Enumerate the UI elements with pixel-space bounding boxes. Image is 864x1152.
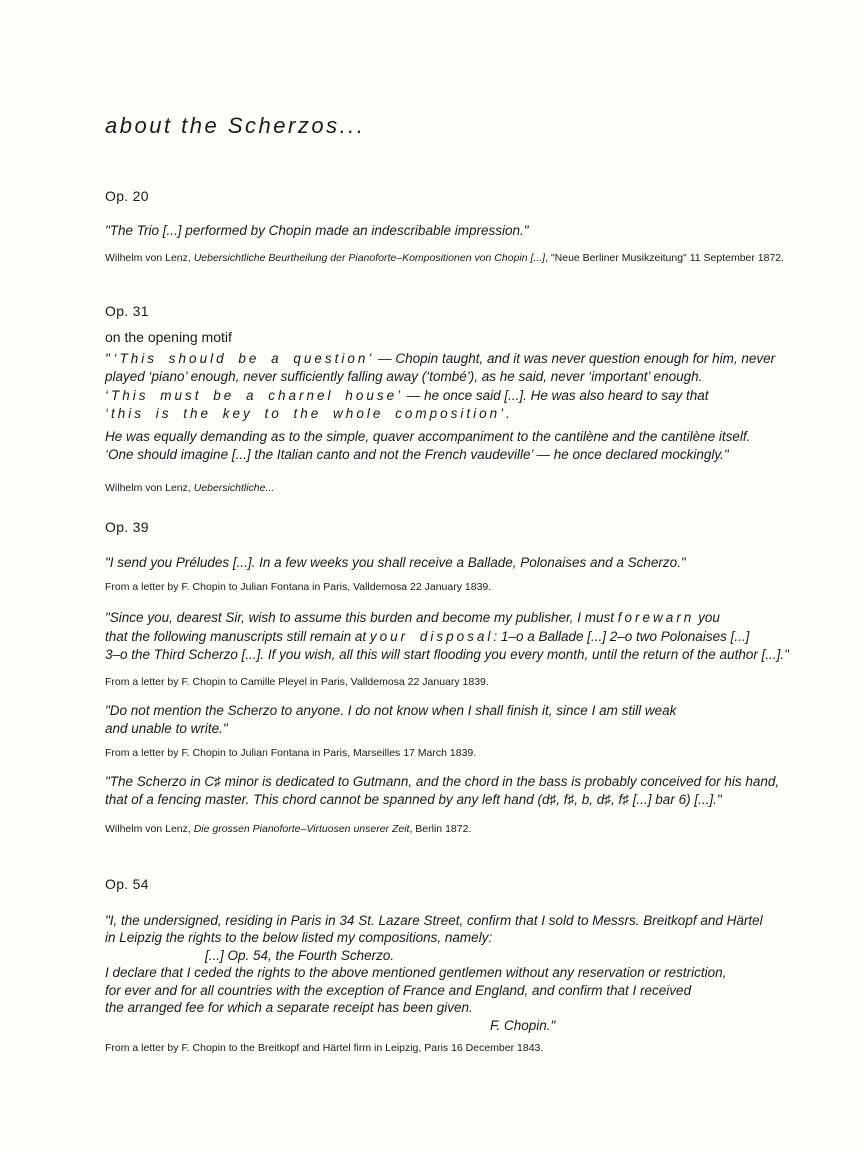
quote-text-emphasized: ‘This should be a question’	[113, 350, 375, 366]
quote-op31-para2	[105, 428, 828, 465]
quote-text: — Chopin taught, and it was never question enough for him, never	[374, 350, 776, 366]
citation-op39-4	[105, 823, 828, 836]
citation-op39-3: From a letter by F. Chopin to Julian Fontana in Paris, Marseilles 17 March 1839.	[105, 746, 477, 759]
citation-op20	[105, 252, 828, 265]
page-content	[0, 112, 864, 1055]
quote-text: — he once said [...]. He was also heard to say that	[403, 387, 709, 403]
quote-op39-3	[105, 702, 828, 739]
quote-line	[105, 350, 828, 369]
quote-text: "	[105, 350, 114, 366]
quote-text: you	[694, 610, 720, 625]
quote-line: "The Scherzo in C♯ minor is dedicated to Gutmann, and the chord in the bass is probably conceived for his hand,	[105, 773, 780, 789]
citation-work-title: Die grossen Pianoforte–Virtuosen unserer Zeit	[193, 822, 410, 835]
quote-op39-2	[105, 609, 828, 665]
quote-line: ‘One should imagine [...] the Italian canto and not the French vaudeville’ — he once declared mockingly."	[105, 447, 729, 462]
quote-text: .	[506, 406, 510, 421]
citation-op54: From a letter by F. Chopin to the Breitkopf and Härtel firm in Leipzig, Paris 16 December 1843.	[105, 1042, 544, 1054]
quote-text-emphasized: your disposal	[369, 628, 494, 644]
quote-text-emphasized: forewarn	[617, 610, 695, 625]
section-heading-op39: Op. 39	[105, 518, 149, 535]
quote-line	[105, 405, 828, 424]
quote-text-emphasized: ‘this is the key to the whole composition’	[105, 406, 507, 421]
quote-op54	[105, 912, 828, 1035]
quote-line: and unable to write."	[105, 721, 228, 736]
citation-op31	[105, 482, 828, 495]
quote-line	[105, 609, 828, 628]
section-heading-op20: Op. 20	[105, 188, 149, 204]
citation-text: Wilhelm von Lenz,	[105, 822, 194, 835]
page-title: about the Scherzos...	[105, 113, 366, 138]
quote-line	[105, 628, 828, 647]
section-heading-op54: Op. 54	[105, 875, 149, 892]
citation-op39-1: From a letter by F. Chopin to Julian Fontana in Paris, Valldemosa 22 January 1839.	[105, 581, 492, 593]
citation-text: Wilhelm von Lenz,	[105, 481, 194, 494]
quote-op39-4	[105, 773, 828, 810]
quote-line	[105, 387, 828, 406]
citation-text: , "Neue Berliner Musikzeitung" 11 September 1872.	[545, 251, 785, 264]
section-heading-op31: Op. 31	[105, 302, 149, 319]
quote-signature: F. Chopin."	[490, 1017, 556, 1033]
quote-line: played ‘piano’ enough, never sufficiently falling away (‘tombé’), as he said, never ‘important’ enough.	[105, 369, 703, 384]
citation-work-title: Uebersichtliche...	[193, 481, 275, 494]
quote-line: He was equally demanding as to the simple, quaver accompaniment to the cantilène and the cantilène itself.	[105, 428, 751, 444]
quote-line: 3–o the Third Scherzo [...]. If you wish, all this will start flooding you every month, until the return of the author [...]."	[105, 647, 789, 662]
quote-text: : 1–o a Ballade [...] 2–o two Polonaises [...]	[493, 628, 750, 644]
quote-line: "I, the undersigned, residing in Paris in 34 St. Lazare Street, confirm that I sold to Messrs. Breitkopf and Härtel	[105, 912, 763, 928]
quote-line-indented: [...] Op. 54, the Fourth Scherzo.	[205, 947, 395, 963]
citation-text: , Berlin 1872.	[409, 822, 472, 835]
quote-text-emphasized: ‘This must be a charnel house’	[105, 387, 404, 403]
quote-line: I declare that I ceded the rights to the above mentioned gentlemen without any reservation or restriction,	[105, 965, 727, 980]
quote-line: "I send you Préludes [...]. In a few weeks you shall receive a Ballade, Polonaises and a Scherzo."	[105, 554, 686, 570]
quote-line: "Do not mention the Scherzo to anyone. I do not know when I shall finish it, since I am still weak	[105, 702, 677, 718]
citation-op39-2: From a letter by F. Chopin to Camille Pleyel in Paris, Valldemosa 22 January 1839.	[105, 675, 489, 688]
quote-op20	[105, 222, 828, 241]
quote-line: the arranged fee for which a separate receipt has been given.	[105, 1000, 473, 1015]
quote-line: that of a fencing master. This chord cannot be spanned by any left hand (d♯, f♯, b, d♯, f♯ [...] bar 6) [...]."	[105, 792, 722, 807]
quote-line: "The Trio [...] performed by Chopin made an indescribable impression."	[105, 223, 529, 238]
citation-text: Wilhelm von Lenz,	[105, 251, 194, 264]
quote-line: in Leipzig the rights to the below listed my compositions, namely:	[105, 930, 493, 945]
quote-text: "Since you, dearest Sir, wish to assume this burden and become my publisher, I must	[105, 610, 618, 625]
citation-work-title: Uebersichtliche Beurtheilung der Pianoforte–Kompositionen von Chopin [...]	[193, 251, 546, 264]
subheading-op31: on the opening motif	[105, 328, 232, 345]
quote-op39-1	[105, 554, 828, 573]
quote-text: that the following manuscripts still remain at	[105, 628, 370, 644]
quote-op31-para1	[105, 350, 828, 424]
quote-line: for ever and for all countries with the exception of France and England, and confirm that I received	[105, 982, 692, 998]
